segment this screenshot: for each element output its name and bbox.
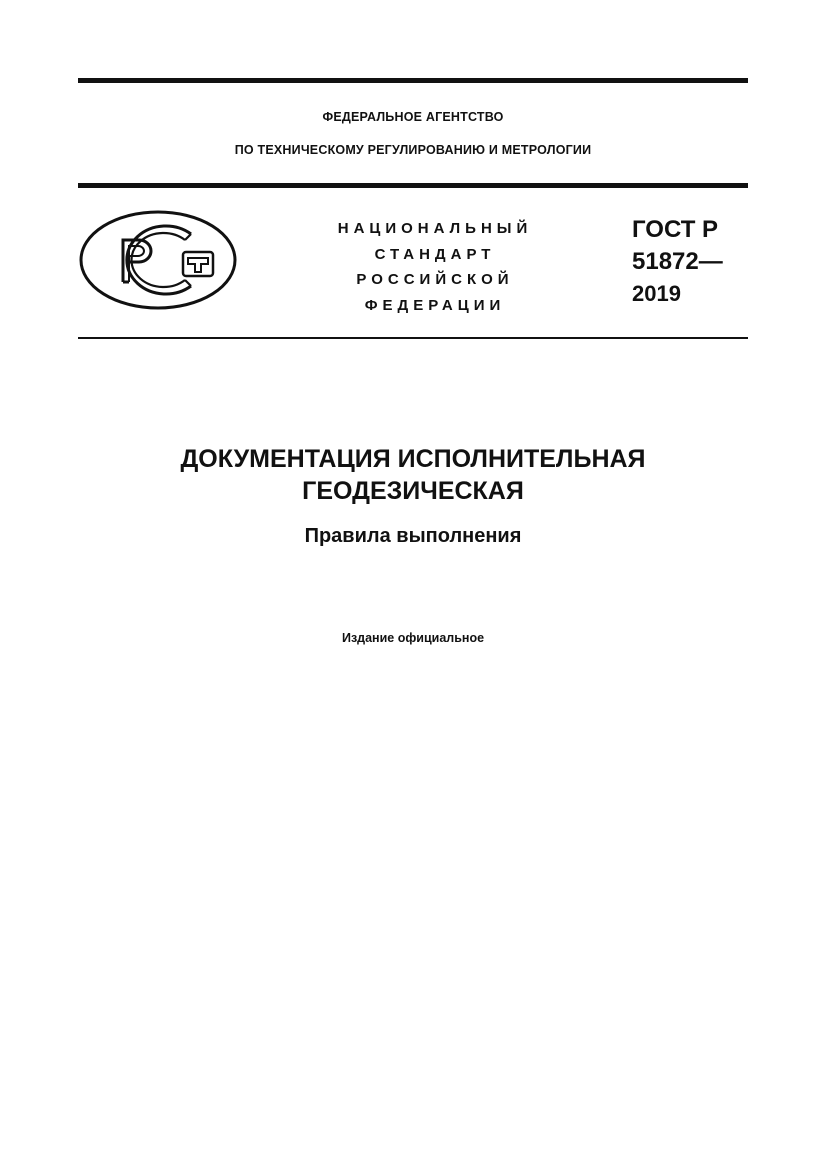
document-title-line2: ГЕОДЕЗИЧЕСКАЯ [302,477,524,505]
agency-name-line2: ПО ТЕХНИЧЕСКОМУ РЕГУЛИРОВАНИЮ И МЕТРОЛОГИИ [234,143,592,157]
designation-line1: ГОСТ Р [632,216,719,243]
standard-designation [632,214,723,310]
standard-type-line2: СТАНДАРТ [374,245,496,263]
gost-r-logo-icon [79,210,237,310]
bottom-rule [78,337,748,339]
standard-type-block [318,216,552,318]
middle-rule [78,183,748,188]
top-rule [78,78,748,83]
standard-type-line4: ФЕДЕРАЦИИ [364,296,506,314]
designation-year: 2019 [632,281,681,306]
standard-type-line3: РОССИЙСКОЙ [356,271,514,288]
edition-note: Издание официальное [341,631,485,645]
standard-type-line1: НАЦИОНАЛЬНЫЙ [337,220,533,237]
document-subtitle: Правила выполнения [304,525,522,547]
document-title-line1: ДОКУМЕНТАЦИЯ ИСПОЛНИТЕЛЬНАЯ [180,445,646,473]
designation-line2: 51872— [632,248,723,275]
agency-name-line1: ФЕДЕРАЛЬНОЕ АГЕНТСТВО [322,110,504,124]
